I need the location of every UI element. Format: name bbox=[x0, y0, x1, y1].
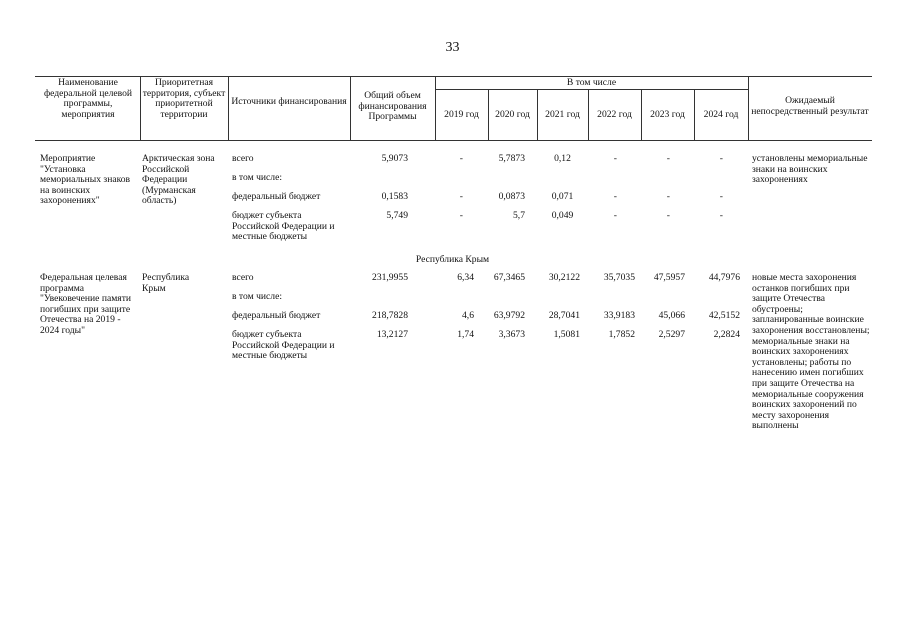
block2-territory: Республика Крым bbox=[142, 272, 190, 294]
block1-federal-2022: - bbox=[613, 191, 617, 202]
block1-total-sum: 5,9073 bbox=[381, 153, 408, 164]
block2-regional-2019: 1,74 bbox=[457, 329, 474, 340]
col-divider bbox=[748, 76, 749, 140]
header-year-2020: 2020 год bbox=[495, 109, 530, 120]
block1-regional-2023: - bbox=[666, 210, 670, 221]
header-year-2022: 2022 год bbox=[597, 109, 632, 120]
block1-result: установлены мемориальные знаки на воинских захоронениях bbox=[752, 153, 868, 186]
col-divider bbox=[140, 76, 141, 140]
block2-regional-2024: 2,2824 bbox=[713, 329, 740, 340]
block1-regional-2019: - bbox=[459, 210, 463, 221]
block2-2020: 67,3465 bbox=[493, 272, 525, 283]
block1-source-including: в том числе: bbox=[232, 172, 283, 183]
header-sources: Источники финансирования bbox=[231, 96, 347, 107]
block1-federal-sum: 0,1583 bbox=[381, 191, 408, 202]
block1-federal-2024: - bbox=[719, 191, 723, 202]
section-title: Республика Крым bbox=[415, 254, 490, 265]
including-rule bbox=[435, 89, 748, 90]
block2-federal-sum: 218,7828 bbox=[372, 310, 408, 321]
block1-regional-sum: 5,749 bbox=[386, 210, 408, 221]
block1-federal-2020: 0,0873 bbox=[498, 191, 525, 202]
block1-territory: Арктическая зона Российской Федерации (Мурманская область) bbox=[142, 153, 215, 207]
block2-2022: 35,7035 bbox=[603, 272, 635, 283]
block2-2021: 30,2122 bbox=[548, 272, 580, 283]
block2-name: Федеральная целевая программа "Увековечение памяти погибших при защите Отечества на 2019 - 2024 годы" bbox=[40, 272, 132, 336]
block2-2023: 47,5957 bbox=[653, 272, 685, 283]
header-result: Ожидаемый непосредственный результат bbox=[751, 95, 869, 117]
block2-federal-2019: 4,6 bbox=[462, 310, 474, 321]
block2-source-federal: федеральный бюджет bbox=[232, 310, 321, 321]
block2-total-sum: 231,9955 bbox=[372, 272, 408, 283]
block2-regional-2021: 1,5081 bbox=[553, 329, 580, 340]
block1-2020: 5,7873 bbox=[498, 153, 525, 164]
block1-2024: - bbox=[719, 153, 723, 164]
block2-2024: 44,7976 bbox=[708, 272, 740, 283]
block2-regional-2022: 1,7852 bbox=[608, 329, 635, 340]
header-name: Наименование федеральной целевой программы, мероприятия bbox=[43, 77, 133, 120]
block1-federal-2019: - bbox=[459, 191, 463, 202]
header-year-2021: 2021 год bbox=[545, 109, 580, 120]
block1-regional-2021: 0,049 bbox=[551, 210, 574, 221]
block1-source-regional: бюджет субъекта Российской Федерации и местные бюджеты bbox=[232, 210, 335, 243]
block2-source-including: в том числе: bbox=[232, 291, 283, 302]
block2-regional-sum: 13,2127 bbox=[376, 329, 408, 340]
block1-source-total: всего bbox=[232, 153, 254, 164]
block2-federal-2022: 33,9183 bbox=[603, 310, 635, 321]
block2-result: новые места захоронения останков погибших при защите Отечества обустроены; запланированные воинские захоронения восстановлены; мемориальные знаки на воинских захоронениях установлены; работы по нанесению имен погибших при защите Отечества на мемориальные сооружения воинских захоронений по месту захоронения выполнены bbox=[752, 272, 870, 432]
block1-name: Мероприятие "Установка мемориальных знаков на воинских захоронениях" bbox=[40, 153, 131, 207]
header-including: В том числе bbox=[566, 77, 617, 88]
block2-federal-2021: 28,7041 bbox=[548, 310, 580, 321]
block2-federal-2024: 42,5152 bbox=[708, 310, 740, 321]
col-divider bbox=[228, 76, 229, 140]
block1-regional-2024: - bbox=[719, 210, 723, 221]
header-bottom-rule bbox=[35, 140, 872, 141]
header-year-2023: 2023 год bbox=[650, 109, 685, 120]
header-territory: Приоритетная территория, субъект приоритетной территории bbox=[142, 77, 226, 120]
header-year-2024: 2024 год bbox=[703, 109, 739, 120]
block2-regional-2020: 3,3673 bbox=[498, 329, 525, 340]
header-year-2019: 2019 год bbox=[444, 109, 479, 120]
block1-regional-2022: - bbox=[613, 210, 617, 221]
block1-federal-2023: - bbox=[666, 191, 670, 202]
block1-source-federal: федеральный бюджет bbox=[232, 191, 321, 202]
block2-2019: 6,34 bbox=[457, 272, 474, 283]
block2-federal-2020: 63,9792 bbox=[493, 310, 525, 321]
block2-federal-2023: 45,066 bbox=[658, 310, 685, 321]
block2-source-regional: бюджет субъекта Российской Федерации и местные бюджеты bbox=[232, 329, 335, 362]
block1-2022: - bbox=[613, 153, 617, 164]
block1-2023: - bbox=[666, 153, 670, 164]
block2-regional-2023: 2,5297 bbox=[658, 329, 685, 340]
header-total: Общий объем финансирования Программы bbox=[358, 90, 427, 123]
block1-regional-2020: 5,7 bbox=[513, 210, 525, 221]
block2-source-total: всего bbox=[232, 272, 254, 283]
block1-2021: 0,12 bbox=[554, 153, 571, 164]
block1-2019: - bbox=[459, 153, 463, 164]
block1-federal-2021: 0,071 bbox=[551, 191, 574, 202]
page-number: 33 bbox=[445, 40, 460, 55]
